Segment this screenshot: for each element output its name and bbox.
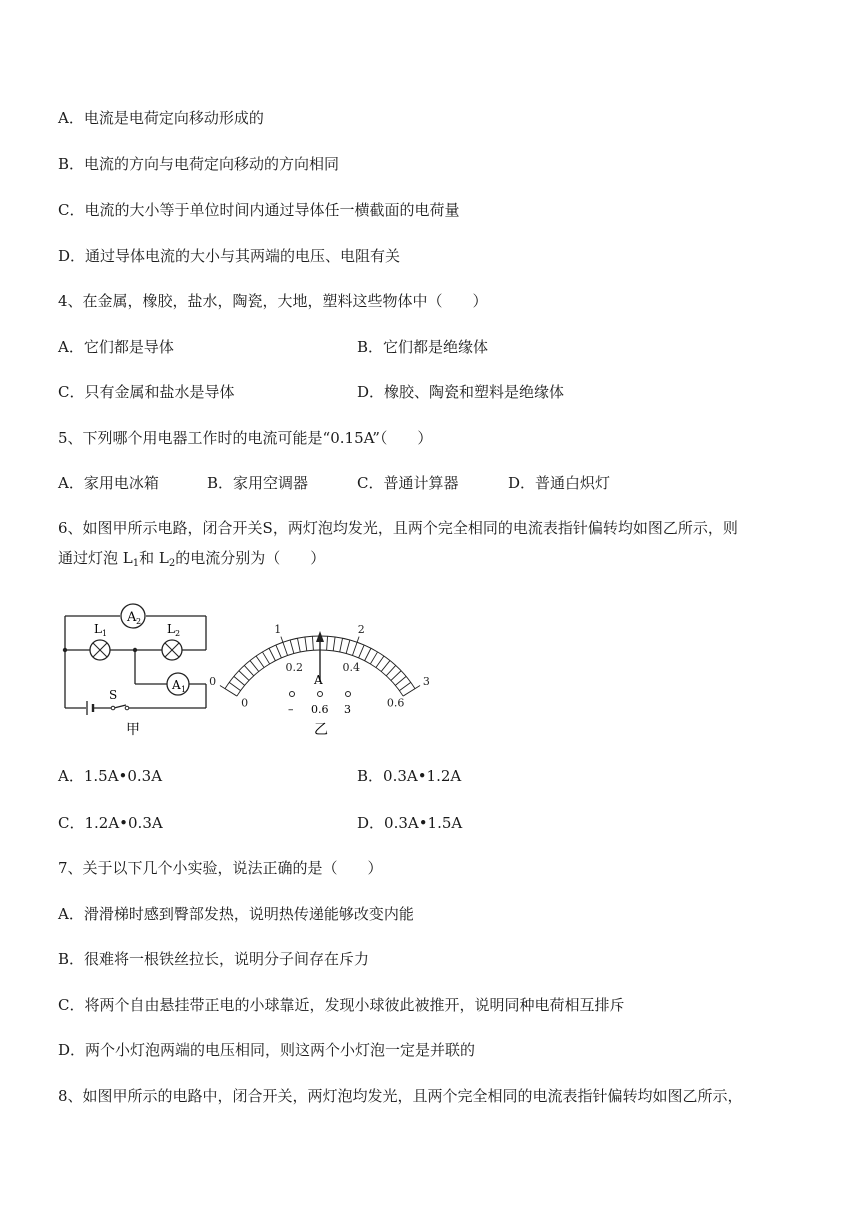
svg-text:1: 1 — [102, 629, 108, 638]
dial-tick — [395, 676, 406, 685]
circuit-caption: 甲 — [126, 722, 140, 738]
dial-tick — [244, 665, 253, 675]
dial-tick — [269, 648, 275, 660]
terminal-3: 3 — [344, 703, 351, 716]
dial-upper-label: 1 — [274, 623, 282, 637]
ammeter-a1 — [167, 673, 189, 695]
dial-upper-label: 2 — [357, 623, 365, 637]
dial-tick — [312, 636, 313, 650]
q7-option-c: C．将两个自由悬挂带正电的小球靠近，发现小球彼此被推开，说明同种电荷相互排斥 — [58, 996, 625, 1014]
meter-unit: A — [314, 673, 323, 687]
svg-text:A: A — [127, 610, 137, 625]
dial-tick — [333, 637, 335, 651]
q4-option-a: A．它们都是导体 — [58, 338, 174, 356]
dial-tick — [365, 648, 371, 660]
dial-tick — [376, 656, 384, 667]
q3-option-b: B．电流的方向与电荷定向移动的方向相同 — [58, 155, 340, 173]
q7-option-b: B．很难将一根铁丝拉长，说明分子间存在斥力 — [58, 950, 370, 968]
q4-option-b: B．它们都是绝缘体 — [357, 338, 489, 356]
dial-lower-label: 0.2 — [285, 660, 304, 674]
dial-tick — [391, 671, 401, 681]
dial-tick — [370, 652, 377, 664]
terminal-neg: – — [288, 703, 294, 716]
dial-tick — [297, 638, 300, 652]
q6-option-c: C．1.2A•0.3A — [58, 814, 163, 832]
dial-tick — [305, 637, 307, 651]
dial-tick — [381, 661, 390, 672]
q6-stem-line1: 6、如图甲所示电路，闭合开关S，两灯泡均发光，且两个完全相同的电流表指针偏转均如图乙所示，则 — [58, 519, 738, 537]
q5-option-b: B．家用空调器 — [207, 474, 309, 492]
q7-stem: 7、关于以下几个小实验，说法正确的是（ ） — [58, 859, 383, 877]
dial-tick — [234, 676, 245, 685]
dial-tick — [386, 665, 395, 675]
q7-option-a: A．滑滑梯时感到臀部发热，说明热传递能够改变内能 — [58, 905, 414, 923]
svg-text:1: 1 — [181, 685, 187, 694]
switch-label: S — [109, 688, 118, 702]
dial-tick — [256, 656, 264, 667]
q6-option-b: B．0.3A•1.2A — [357, 767, 462, 785]
dial-lower-label: 0 — [241, 696, 249, 710]
dial-tick — [352, 637, 359, 656]
svg-text:2: 2 — [136, 617, 142, 626]
circuit-diagram — [56, 596, 216, 742]
svg-text:A: A — [172, 678, 181, 692]
q6-stem-line2: 通过灯泡 $L_1$和 $L_2$的电流分别为（ ） — [58, 549, 326, 569]
q6-option-a: A．1.5A•0.3A — [58, 767, 163, 785]
lamp-l1 — [90, 622, 110, 660]
ammeter-a2 — [121, 604, 145, 628]
lamp-l2 — [162, 622, 182, 660]
q3-option-a: A．电流是电荷定向移动形成的 — [58, 109, 264, 127]
ammeter-dial — [209, 598, 430, 744]
dial-tick — [340, 638, 343, 652]
q5-option-d: D．普通白炽灯 — [508, 474, 611, 492]
dial-tick — [229, 682, 240, 690]
dial-tick — [220, 685, 237, 696]
q4-stem: 4、在金属，橡胶，盐水，陶瓷，大地，塑料这些物体中（ ） — [58, 292, 488, 310]
dial-tick — [399, 682, 410, 690]
dial-tick — [346, 640, 350, 653]
q4-option-d: D．橡胶、陶瓷和塑料是绝缘体 — [357, 383, 565, 401]
dial-lower-label: 0.6 — [386, 696, 405, 710]
q6-option-d: D．0.3A•1.5A — [357, 814, 463, 832]
dial-tick — [239, 671, 249, 681]
dial-tick — [290, 640, 294, 653]
q5-option-c: C．普通计算器 — [357, 474, 459, 492]
svg-text:L: L — [167, 622, 175, 636]
dial-tick — [262, 652, 269, 664]
svg-text:L: L — [94, 622, 102, 636]
dial-tick — [359, 645, 365, 658]
dial-tick — [403, 685, 420, 696]
q5-option-a: A．家用电冰箱 — [58, 474, 159, 492]
svg-text:2: 2 — [175, 629, 181, 638]
dial-tick — [281, 637, 288, 656]
q8-stem: 8、如图甲所示的电路中，闭合开关，两灯泡均发光，且两个完全相同的电流表指针偏转均如图乙所示， — [58, 1087, 743, 1105]
dial-tick — [327, 636, 328, 650]
dial-upper-label: 0 — [209, 675, 217, 689]
q5-stem: 5、下列哪个用电器工作时的电流可能是“0.15A”（ ） — [58, 429, 433, 447]
dial-lower-label: 0.4 — [342, 660, 360, 674]
dial-upper-label: 3 — [422, 675, 430, 689]
dial-tick — [276, 645, 282, 658]
dial-tick — [250, 661, 259, 672]
meter-caption: 乙 — [314, 722, 328, 738]
q3-option-d: D．通过导体电流的大小与其两端的电压、电阻有关 — [58, 247, 401, 265]
terminal-06: 0.6 — [311, 703, 329, 716]
q4-option-c: C．只有金属和盐水是导体 — [58, 383, 235, 401]
q7-option-d: D．两个小灯泡两端的电压相同，则这两个小灯泡一定是并联的 — [58, 1041, 476, 1059]
q3-option-c: C．电流的大小等于单位时间内通过导体任一横截面的电荷量 — [58, 201, 460, 219]
